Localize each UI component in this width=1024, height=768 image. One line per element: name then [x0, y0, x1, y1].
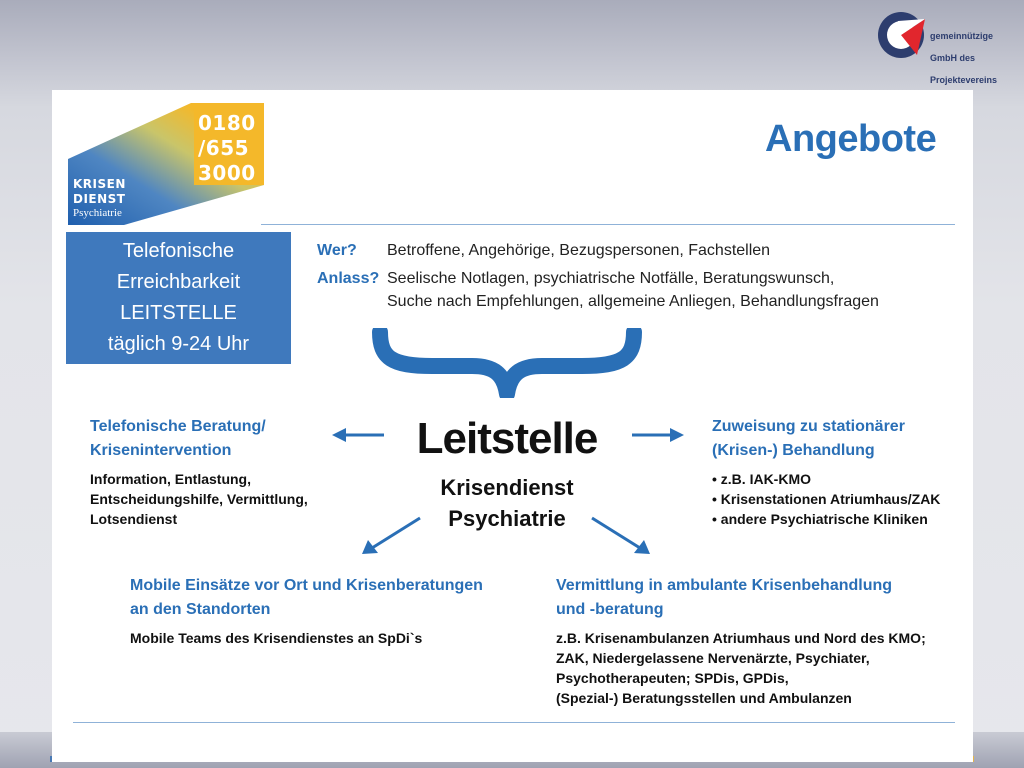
center-subtitle — [392, 472, 622, 534]
org-logo — [876, 10, 1016, 85]
block-body — [556, 628, 926, 708]
phone-line: /655 — [198, 136, 250, 160]
krisendienst-name — [73, 177, 126, 207]
block-heading — [130, 574, 483, 622]
availability-box — [66, 232, 291, 364]
org-logo-line: gemeinnützige — [930, 31, 994, 41]
body-line: Information, Entlastung, — [90, 471, 251, 487]
heading-line: Telefonische Beratung/ — [90, 418, 266, 435]
wer-text: Betroffene, Angehörige, Bezugspersonen, Fachstellen — [387, 242, 771, 259]
body-line: Entscheidungshilfe, Vermittlung, — [90, 491, 308, 507]
krisendienst-phone — [198, 111, 268, 186]
arrow-down-left-icon — [358, 516, 422, 556]
anlass-line: Suche nach Empfehlungen, allgemeine Anliegen, Behandlungsfragen — [387, 293, 879, 310]
arrow-down-right-icon — [590, 516, 654, 556]
body-line: • andere Psychiatrische Kliniken — [712, 511, 928, 527]
body-line: • z.B. IAK-KMO — [712, 471, 812, 487]
mobile-teams-block — [130, 574, 483, 648]
org-logo-line: GmbH des — [930, 53, 976, 63]
center-sub-line: Krisendienst — [440, 475, 574, 500]
wer-label: Wer? — [317, 242, 357, 259]
block-heading — [556, 574, 926, 622]
phone-line: 3000 — [198, 161, 256, 185]
availability-line: LEITSTELLE — [120, 302, 237, 324]
name-line: KRISEN — [73, 177, 126, 191]
body-line: (Spezial-) Beratungsstellen und Ambulanzen — [556, 690, 852, 706]
block-body — [130, 628, 483, 648]
org-logo-line: Projektevereins — [930, 75, 998, 85]
phone-counselling-block — [90, 415, 308, 529]
availability-line: täglich 9-24 Uhr — [107, 333, 250, 355]
info-section — [317, 240, 937, 310]
anlass-label: Anlass? — [317, 270, 380, 287]
heading-line: an den Standorten — [130, 601, 271, 618]
block-heading — [90, 415, 308, 463]
heading-line: Vermittlung in ambulante Krisenbehandlung — [556, 577, 893, 594]
body-line: ZAK, Niedergelassene Nervenärzte, Psychiater, — [556, 650, 870, 666]
page-title: Angebote — [765, 118, 937, 160]
heading-line: (Krisen-) Behandlung — [712, 442, 875, 459]
body-line: Psychotherapeuten; SPDis, GPDis, — [556, 670, 789, 686]
availability-line: Telefonische — [122, 240, 235, 262]
heading-line: Zuweisung zu stationärer — [712, 418, 905, 435]
divider-top — [261, 224, 955, 225]
center-title: Leitstelle — [416, 414, 598, 463]
inpatient-referral-block — [712, 415, 940, 529]
heading-line: und -beratung — [556, 601, 664, 618]
center-sub-line: Psychiatrie — [448, 506, 566, 531]
heading-line: Mobile Einsätze vor Ort und Krisenberatungen — [130, 577, 483, 594]
arrow-right-icon — [630, 425, 686, 445]
block-heading — [712, 415, 940, 463]
block-body — [90, 469, 308, 529]
name-line: DIENST — [73, 192, 126, 206]
heading-line: Kriseninterventi‍on — [90, 442, 232, 459]
block-body — [712, 469, 940, 529]
slide — [52, 90, 973, 762]
phone-line: 0180 — [198, 111, 256, 135]
availability-line: Erreichbarkeit — [116, 271, 241, 293]
body-line: z.B. Krisenambulanzen Atriumhaus und Nord des KMO; — [556, 630, 926, 646]
divider-bottom — [73, 722, 955, 723]
krisendienst-sub: Psychiatrie — [73, 207, 122, 219]
body-line: Lotsendienst — [90, 511, 178, 527]
body-line: • Krisenstationen Atriumhaus/ZAK — [712, 491, 941, 507]
body-line: Mobile Teams des Krisendienstes an SpDi`s — [130, 630, 423, 646]
krisendienst-logo — [68, 103, 264, 225]
org-logo-text — [930, 20, 1010, 86]
outpatient-referral-block — [556, 574, 926, 708]
anlass-line: Seelische Notlagen, psychiatrische Notfälle, Beratungswunsch, — [387, 270, 835, 287]
org-logo-icon — [876, 10, 926, 60]
arrow-left-icon — [330, 425, 386, 445]
curly-brace-icon — [372, 328, 642, 398]
